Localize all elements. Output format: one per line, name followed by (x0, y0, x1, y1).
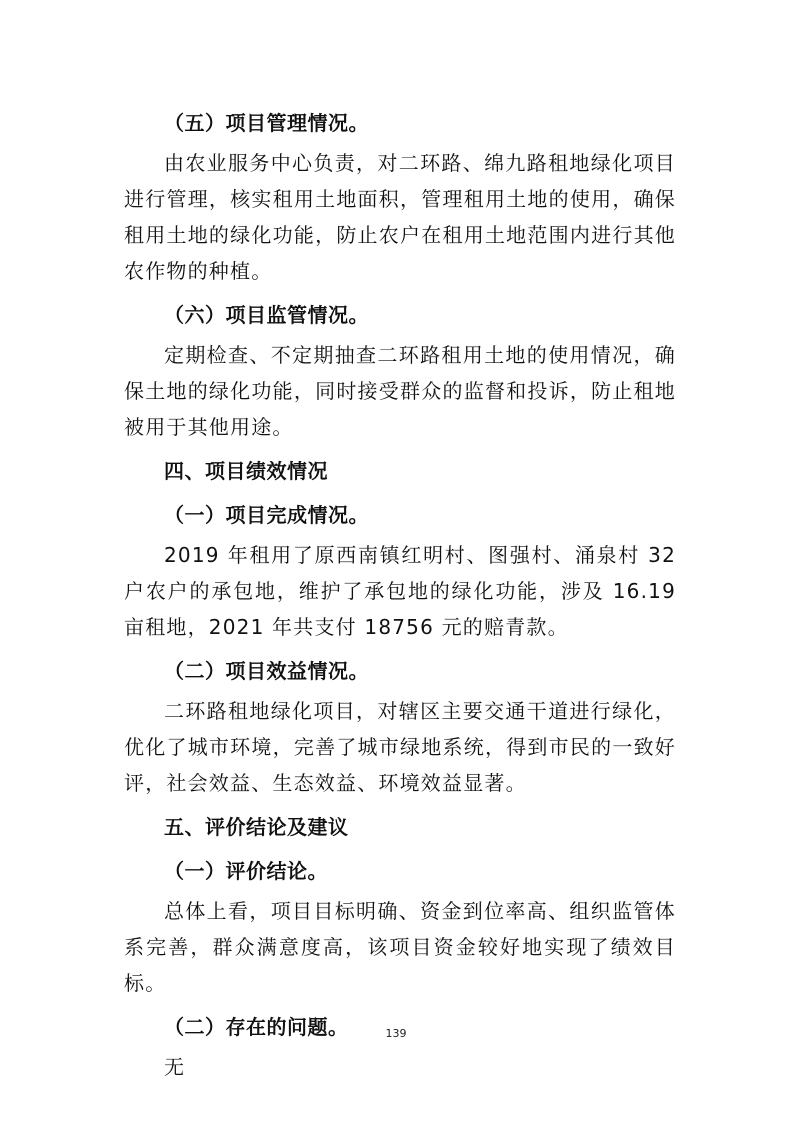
body-paragraph: 无 (164, 1055, 186, 1079)
section-heading: （二）存在的问题。 (164, 1015, 349, 1039)
body-paragraph: 定期检查、不定期抽查二环路租用土地的使用情况，确保土地的绿化功能，同时接受群众的监督和投诉，防止租地被用于其他用途。 (124, 343, 676, 439)
section-heading: （一）项目完成情况。 (164, 503, 369, 527)
body-paragraph: 2019 年租用了原西南镇红明村、图强村、涌泉村 32 户农户的承包地，维护了承包地的绿化功能，涉及 16.19 亩租地，2021 年共支付 18756 元的赔青款。 (124, 543, 676, 639)
section-heading: （六）项目监管情况。 (164, 303, 369, 327)
body-paragraph: 总体上看，项目目标明确、资金到位率高、组织监管体系完善，群众满意度高，该项目资金较好地实现了绩效目标。 (124, 899, 676, 995)
section-heading: （一）评价结论。 (164, 859, 328, 883)
section-heading: （五）项目管理情况。 (164, 111, 369, 135)
section-heading: （二）项目效益情况。 (164, 659, 369, 683)
section-heading: 五、评价结论及建议 (164, 815, 349, 839)
page-number: 139 (385, 1027, 407, 1040)
body-paragraph: 二环路租地绿化项目，对辖区主要交通干道进行绿化，优化了城市环境，完善了城市绿地系统，得到市民的一致好评，社会效益、生态效益、环境效益显著。 (124, 699, 676, 795)
page-body (124, 101, 676, 1089)
body-paragraph: 由农业服务中心负责，对二环路、绵九路租地绿化项目进行管理，核实租用土地面积，管理租用土地的使用，确保租用土地的绿化功能，防止农户在租用土地范围内进行其他农作物的种植。 (124, 151, 676, 283)
section-heading: 四、项目绩效情况 (164, 459, 328, 483)
